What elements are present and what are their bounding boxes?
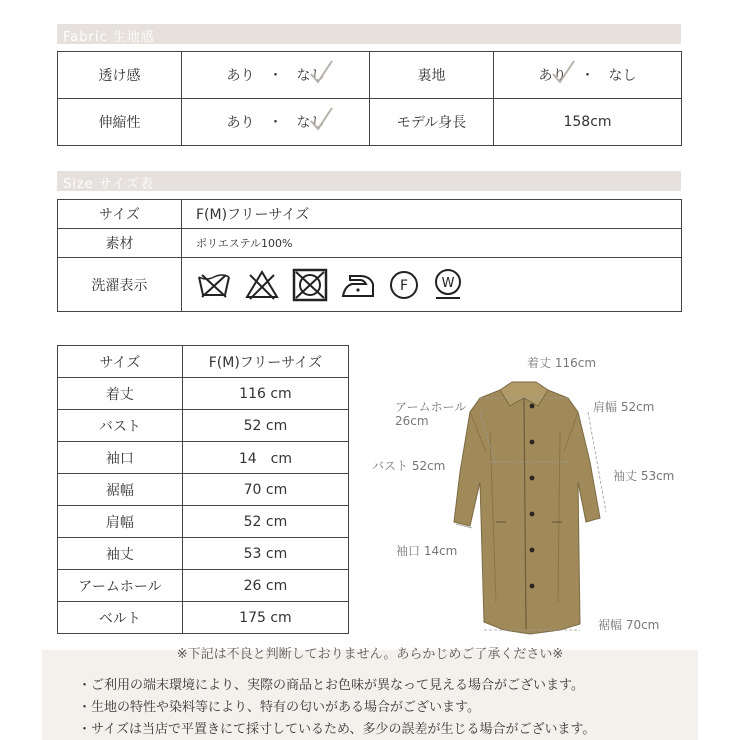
- measure-value: 116 cm: [182, 378, 348, 410]
- measure-label: アームホール: [58, 570, 183, 602]
- measure-row: [58, 346, 349, 378]
- cuff-label: 袖口 14cm: [396, 544, 458, 558]
- fabric-label: モデル身長: [370, 99, 494, 146]
- size-info-label: 素材: [58, 229, 182, 258]
- measure-value: 53 cm: [182, 538, 348, 570]
- measure-value: 70 cm: [182, 474, 348, 506]
- care-icons-cell: [182, 258, 682, 312]
- svg-text:W: W: [441, 275, 455, 291]
- sleeve-length-label: 袖丈 53cm: [613, 469, 675, 483]
- size-info-value: ポリエステル100%: [182, 229, 682, 258]
- size-info-table: [57, 199, 682, 312]
- measure-row: [58, 378, 349, 410]
- fabric-label: 透け感: [58, 52, 182, 99]
- fabric-value: [182, 99, 370, 146]
- measure-table: [57, 345, 349, 634]
- fabric-table: [57, 51, 682, 146]
- measure-value: 52 cm: [182, 410, 348, 442]
- measure-row: [58, 506, 349, 538]
- fabric-row: [58, 99, 682, 146]
- size-info-row: [58, 200, 682, 229]
- svg-text:F: F: [399, 277, 409, 294]
- measure-value: 52 cm: [182, 506, 348, 538]
- notes-title: ※下記は不良と判断しておりません。あらかじめご了承ください※: [176, 647, 564, 662]
- fabric-value: 158cm: [494, 99, 682, 146]
- note-line: ・ご利用の端末環境により、実際の商品とお色味が異なって見える場合がございます。: [78, 678, 584, 693]
- measure-label: 袖丈: [58, 538, 183, 570]
- size-heading: Size サイズ表: [63, 177, 154, 192]
- measure-value: 14 cm: [182, 442, 348, 474]
- size-info-value: F(M)フリーサイズ: [182, 200, 682, 229]
- shoulder-label: 肩幅 52cm: [593, 400, 655, 414]
- size-info-label: サイズ: [58, 200, 182, 229]
- length-label: 着丈 116cm: [527, 356, 597, 370]
- no-tumble-dry-icon: [292, 268, 328, 302]
- measure-label: 袖口: [58, 442, 183, 474]
- fabric-value-text: あり ・ なし: [226, 115, 325, 131]
- size-info-label: 洗濯表示: [58, 258, 182, 312]
- check-icon: [550, 58, 576, 86]
- fabric-value: [494, 52, 682, 99]
- measure-label: ベルト: [58, 602, 183, 634]
- measure-row: [58, 538, 349, 570]
- measure-value: F(M)フリーサイズ: [182, 346, 348, 378]
- measure-label: バスト: [58, 410, 183, 442]
- fabric-label: 伸縮性: [58, 99, 182, 146]
- size-info-row: [58, 229, 682, 258]
- measure-row: [58, 474, 349, 506]
- measure-value: 26 cm: [182, 570, 348, 602]
- check-icon: [308, 105, 334, 133]
- measure-label: サイズ: [58, 346, 183, 378]
- measure-row: [58, 442, 349, 474]
- fabric-label: 裏地: [370, 52, 494, 99]
- check-icon: [308, 58, 334, 86]
- size-heading-bar: [57, 171, 681, 191]
- measure-row: [58, 602, 349, 634]
- bust-label: バスト 52cm: [372, 459, 446, 473]
- armhole-label-2: 26cm: [395, 414, 429, 428]
- measure-label: 着丈: [58, 378, 183, 410]
- low-iron-icon: [340, 270, 376, 300]
- fabric-value-text: あり ・ なし: [226, 68, 325, 84]
- measure-label: 裾幅: [58, 474, 183, 506]
- no-bleach-icon: [244, 269, 280, 301]
- measure-value: 175 cm: [182, 602, 348, 634]
- fabric-heading: Fabric 生地感: [63, 30, 155, 45]
- wet-clean-w-icon: [432, 268, 464, 302]
- size-info-row: [58, 258, 682, 312]
- measure-row: [58, 570, 349, 602]
- fabric-row: [58, 52, 682, 99]
- no-wash-icon: [196, 269, 232, 301]
- armhole-label-1: アームホール: [395, 400, 467, 414]
- measure-row: [58, 410, 349, 442]
- measure-label: 肩幅: [58, 506, 183, 538]
- fabric-value-text: あり ・ なし: [538, 68, 637, 84]
- note-line: ・生地の特性や染料等により、特有の匂いがある場合がございます。: [78, 700, 480, 715]
- fabric-value: [182, 52, 370, 99]
- dry-clean-f-icon: [388, 269, 420, 301]
- fabric-heading-bar: [57, 24, 681, 44]
- note-line: ・サイズは当店で平置きにて採寸しているため、多少の誤差が生じる場合がございます。: [78, 722, 596, 737]
- hem-label: 裾幅 70cm: [598, 618, 660, 632]
